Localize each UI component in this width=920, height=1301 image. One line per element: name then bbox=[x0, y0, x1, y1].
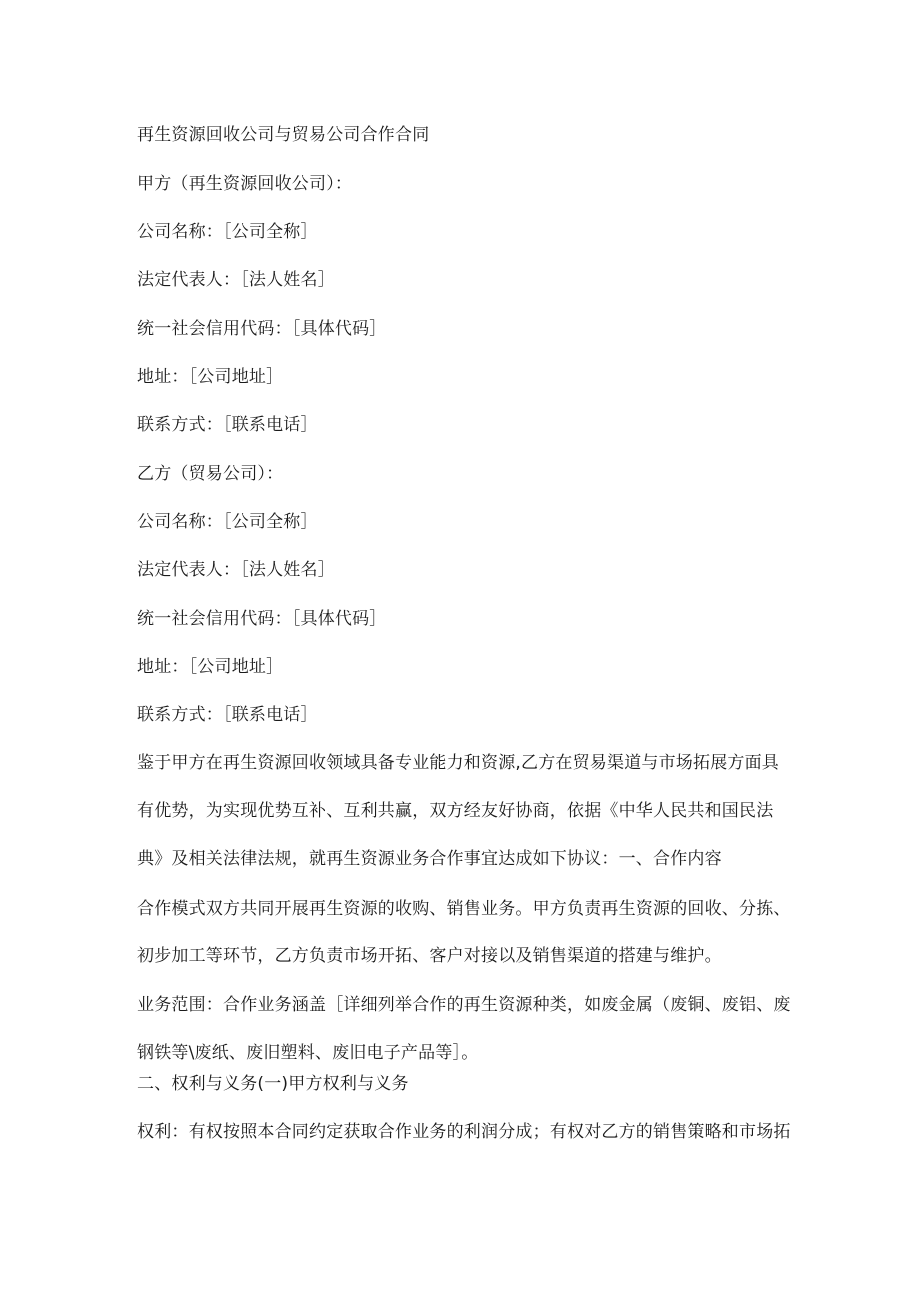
preamble-line: 鉴于甲方在再生资源回收领域具备专业能力和资源,乙方在贸易渠道与市场拓展方面具 bbox=[137, 753, 780, 773]
party-b-address: 地址：［公司地址］ bbox=[137, 657, 284, 677]
preamble-line: 典》及相关法律法规，就再生资源业务合作事宜达成如下协议：一、合作内容 bbox=[137, 849, 722, 869]
party-a-company-name: 公司名称：［公司全称］ bbox=[137, 222, 318, 242]
section-two-heading: 二、权利与义务(一)甲方权利与义务 bbox=[137, 1074, 409, 1094]
party-b-contact: 联系方式：［联系电话］ bbox=[137, 705, 318, 725]
party-a-address: 地址：［公司地址］ bbox=[137, 367, 284, 387]
party-b-heading: 乙方（贸易公司）： bbox=[137, 464, 284, 484]
party-a-heading: 甲方（再生资源回收公司）： bbox=[137, 174, 353, 194]
business-scope-line: 钢铁等\废纸、废旧塑料、废旧电子产品等］。 bbox=[137, 1043, 479, 1063]
party-a-legal-rep: 法定代表人：［法人姓名］ bbox=[137, 270, 335, 290]
party-a-credit-code: 统一社会信用代码：［具体代码］ bbox=[137, 319, 387, 339]
party-a-contact: 联系方式：［联系电话］ bbox=[137, 415, 318, 435]
rights-line: 权利：有权按照本合同约定获取合作业务的利润分成；有权对乙方的销售策略和市场拓 bbox=[137, 1122, 791, 1142]
preamble-line: 有优势，为实现优势互补、互利共赢，双方经友好协商，依据《中华人民共和国民法 bbox=[137, 801, 774, 821]
party-b-credit-code: 统一社会信用代码：［具体代码］ bbox=[137, 609, 387, 629]
business-scope-line: 业务范围：合作业务涵盖［详细列举合作的再生资源种类，如废金属（废铜、废铝、废 bbox=[137, 995, 791, 1015]
party-b-company-name: 公司名称：［公司全称］ bbox=[137, 512, 318, 532]
party-b-legal-rep: 法定代表人：［法人姓名］ bbox=[137, 560, 335, 580]
cooperation-mode-line: 初步加工等环节，乙方负责市场开拓、客户对接以及销售渠道的搭建与维护。 bbox=[137, 946, 722, 966]
contract-title: 再生资源回收公司与贸易公司合作合同 bbox=[137, 125, 430, 145]
cooperation-mode-line: 合作模式双方共同开展再生资源的收购、销售业务。甲方负责再生资源的回收、分拣、 bbox=[137, 899, 791, 919]
